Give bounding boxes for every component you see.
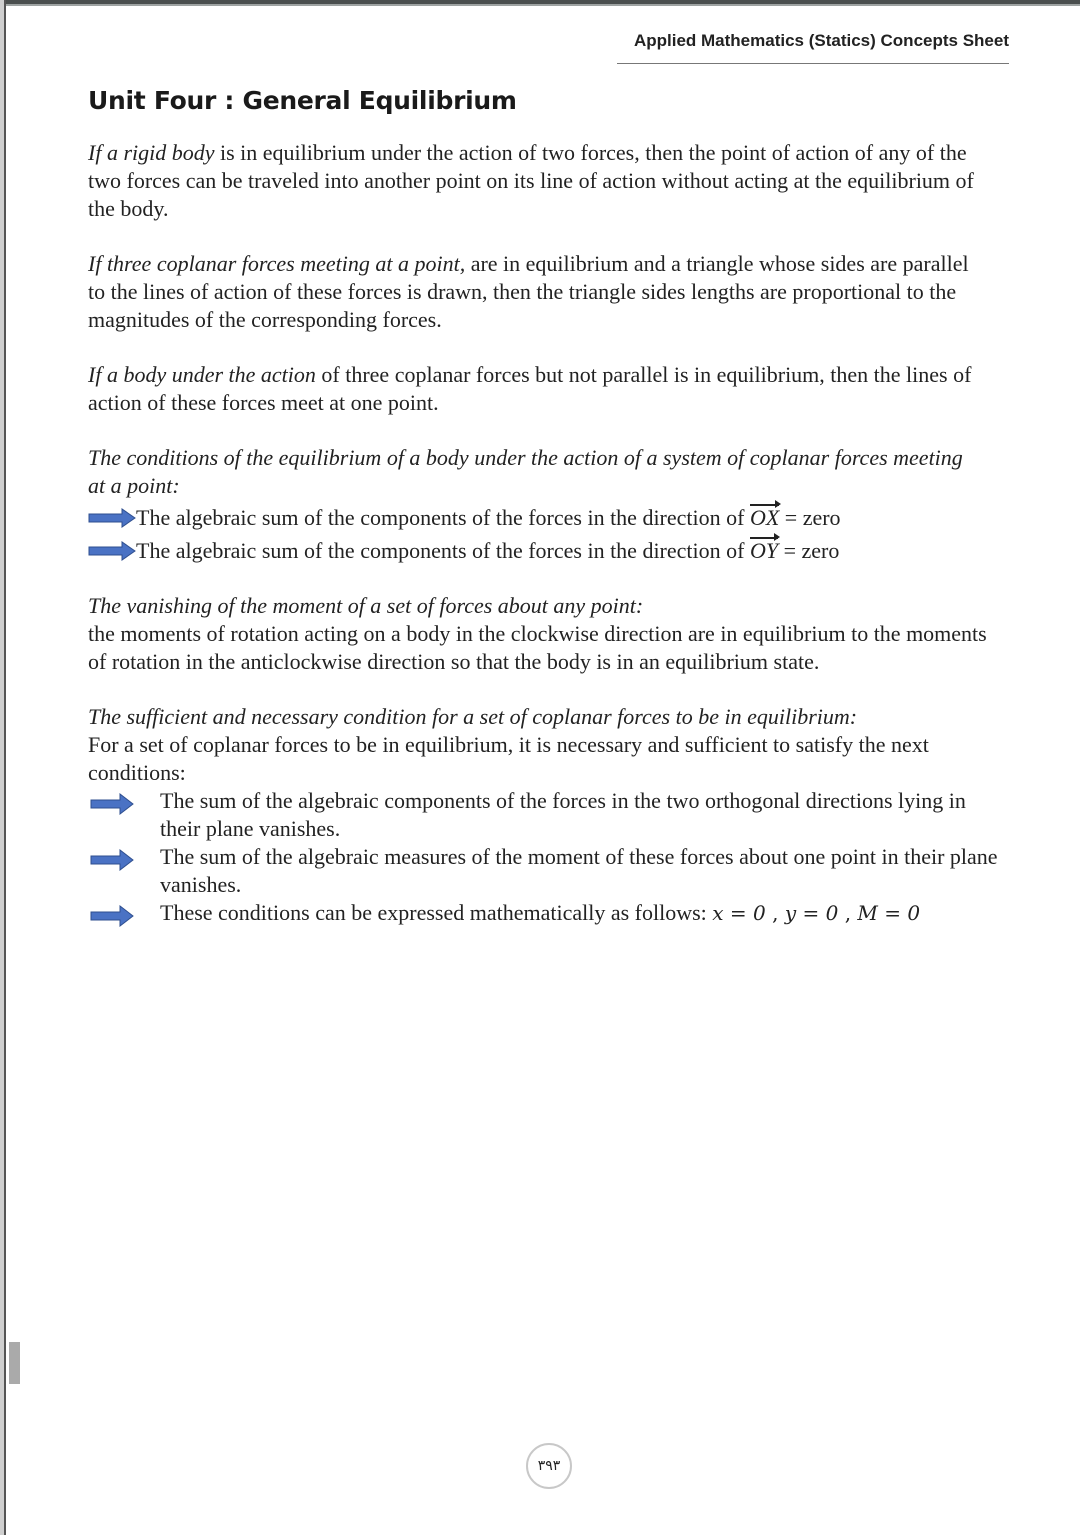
header-title: Applied Mathematics (Statics) Concepts Sheet bbox=[633, 31, 1009, 50]
vector-ox: OX bbox=[749, 505, 780, 530]
paragraph-text: is in equilibrium under the action of two forces, then the point of action of any of the two forces can be traveled into another point on its line of action without acting at the equilibrium of the body. bbox=[88, 140, 974, 221]
vector-oy: OY bbox=[749, 538, 779, 563]
paragraph-rigid-body bbox=[88, 139, 988, 223]
conditions-heading-text: The conditions of the equilibrium of a body under the action of a system of coplanar forces meeting at a point: bbox=[88, 445, 963, 498]
math-x: x = 0 bbox=[712, 901, 766, 925]
moment-heading: The vanishing of the moment of a set of forces about any point: bbox=[88, 593, 644, 618]
condition-oy bbox=[88, 537, 839, 565]
sufficient-condition-2: The sum of the algebraic measures of the moment of these forces about one point in their plane vanishes. bbox=[160, 844, 998, 897]
condition-ox bbox=[88, 504, 841, 532]
moment-text: the moments of rotation acting on a body in the clockwise direction are in equilibrium to the moments of rotation in the anticlockwise direction so that the body is in an equilibrium state. bbox=[88, 621, 987, 674]
condition-suffix: = zero bbox=[779, 505, 841, 530]
arrow-right-icon bbox=[90, 793, 134, 815]
unit-title: Unit Four : General Equilibrium bbox=[88, 86, 517, 115]
sufficient-section bbox=[88, 703, 1018, 787]
condition-text: The algebraic sum of the components of the forces in the direction of bbox=[136, 538, 750, 563]
window-left-border-inner bbox=[4, 0, 6, 1535]
sufficient-condition-1: The sum of the algebraic components of the forces in the two orthogonal directions lying in their plane vanishes. bbox=[160, 788, 966, 841]
arrow-right-icon bbox=[88, 508, 136, 528]
arrow-right-icon bbox=[90, 849, 134, 871]
condition-text: The algebraic sum of the components of the forces in the direction of bbox=[136, 505, 750, 530]
math-equations: x = 0 , y = 0 , M = 0 bbox=[712, 901, 921, 925]
paragraph-lead: If a body under the action bbox=[88, 362, 316, 387]
paragraph-text: are in equilibrium and a triangle whose sides are parallel to the lines of action of these forces is drawn, then the triangle sides lengths are proportional to the magnitudes of the corresponding forces. bbox=[88, 251, 969, 332]
paragraph-lead: If three coplanar forces meeting at a point, bbox=[88, 251, 466, 276]
paragraph-three-forces bbox=[88, 250, 988, 334]
scrollbar-thumb[interactable] bbox=[9, 1342, 20, 1384]
paragraph-nonparallel bbox=[88, 361, 988, 417]
page-number: ٣٩٣ bbox=[526, 1443, 572, 1489]
sufficient-heading: The sufficient and necessary condition for a set of coplanar forces to be in equilibrium: bbox=[88, 704, 858, 729]
condition-text: These conditions can be expressed mathematically as follows: bbox=[160, 900, 713, 925]
math-m: M = 0 bbox=[857, 901, 921, 925]
math-y: y = 0 bbox=[784, 901, 839, 925]
window-top-border-inner bbox=[0, 4, 1080, 6]
arrow-right-icon bbox=[90, 905, 134, 927]
condition-suffix: = zero bbox=[778, 538, 840, 563]
sufficient-text: For a set of coplanar forces to be in equilibrium, it is necessary and sufficient to satisfy the next conditions: bbox=[88, 732, 929, 785]
header-rule bbox=[617, 63, 1009, 64]
sufficient-condition-3 bbox=[160, 899, 1010, 927]
arrow-right-icon bbox=[88, 541, 136, 561]
conditions-heading bbox=[88, 444, 978, 500]
paragraph-lead: If a rigid body bbox=[88, 140, 215, 165]
paragraph-text: of three coplanar forces but not parallel is in equilibrium, then the lines of action of these forces meet at one point. bbox=[88, 362, 972, 415]
moment-section bbox=[88, 592, 998, 676]
